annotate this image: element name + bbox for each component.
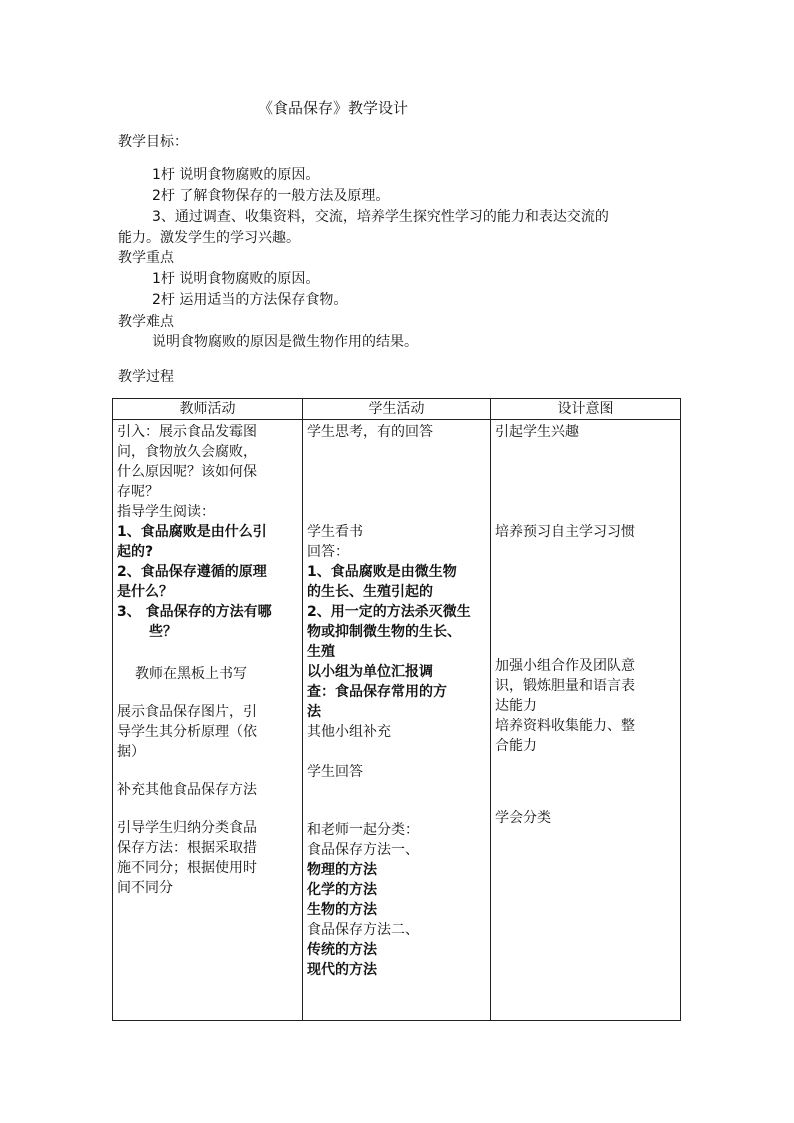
teacher-activity-cell xyxy=(113,420,303,1021)
student-line: 查：食品保存常用的方 xyxy=(307,684,447,700)
teacher-line: 间不同分 xyxy=(117,880,173,896)
table-row xyxy=(113,420,681,1021)
student-line: 化学的方法 xyxy=(307,882,377,898)
student-line: 学生回答 xyxy=(307,764,363,780)
lesson-table xyxy=(112,398,681,1021)
design-intent-cell xyxy=(491,420,681,1021)
teacher-line: 起的? xyxy=(117,544,154,560)
teacher-line: 施不同分；根据使用时 xyxy=(117,860,257,876)
intent-line: 达能力 xyxy=(495,698,537,714)
student-line: 生殖 xyxy=(307,644,335,660)
student-line: 和老师一起分类： xyxy=(307,822,419,838)
student-activity-cell xyxy=(303,420,491,1021)
student-line: 物理的方法 xyxy=(307,862,377,878)
student-line: 生物的方法 xyxy=(307,902,377,918)
objective-item: 1杅 说明食物腐败的原因。 xyxy=(152,167,320,183)
student-line: 的生长、生殖引起的 xyxy=(307,584,433,600)
difficulty-heading: 教学难点 xyxy=(118,314,174,330)
student-line: 回答： xyxy=(307,544,349,560)
student-line: 以小组为单位汇报调 xyxy=(307,664,433,680)
objective-item: 2杅 了解食物保存的一般方法及原理。 xyxy=(152,188,390,204)
student-line: 物或抑制微生物的生长、 xyxy=(307,624,461,640)
header-intent: 设计意图 xyxy=(491,399,681,420)
intent-line: 识，锻炼胆量和语言表 xyxy=(495,678,635,694)
objectives-heading: 教学目标： xyxy=(118,134,188,150)
teacher-line: 展示食品保存图片，引 xyxy=(117,704,257,720)
teacher-line: 指导学生阅读： xyxy=(117,504,215,520)
header-teacher: 教师活动 xyxy=(113,399,303,420)
intent-line: 学会分类 xyxy=(495,810,551,826)
teacher-line: 2、食品保存遵循的原理 xyxy=(117,564,267,580)
student-line: 其他小组补充 xyxy=(307,724,391,740)
intent-line: 合能力 xyxy=(495,738,537,754)
teacher-line: 什么原因呢？该如何保 xyxy=(117,464,257,480)
student-line: 1、食品腐败是由微生物 xyxy=(307,564,457,580)
student-line: 食品保存方法二、 xyxy=(307,922,419,938)
intent-line: 引起学生兴趣 xyxy=(495,424,579,440)
teacher-line: 些？ xyxy=(149,624,177,640)
process-heading: 教学过程 xyxy=(118,369,174,385)
page-title: 《食品保存》教学设计 xyxy=(258,99,409,117)
student-line: 现代的方法 xyxy=(307,962,377,978)
teacher-line: 问，食物放久会腐败， xyxy=(117,444,257,460)
intent-line: 培养预习自主学习习惯 xyxy=(495,524,635,540)
objective-item: 能力。激发学生的学习兴趣。 xyxy=(118,230,300,246)
header-student: 学生活动 xyxy=(303,399,491,420)
teacher-line: 保存方法：根据采取措 xyxy=(117,840,257,856)
teacher-line: 据） xyxy=(117,744,145,760)
student-line: 学生思考，有的回答 xyxy=(307,424,433,440)
intent-line: 培养资料收集能力、整 xyxy=(495,718,635,734)
teacher-line: 存呢？ xyxy=(117,484,159,500)
teacher-line: 3、 食品保存的方法有哪 xyxy=(117,604,272,620)
student-line: 食品保存方法一、 xyxy=(307,842,419,858)
intent-line: 加强小组合作及团队意 xyxy=(495,658,635,674)
teacher-line: 引入：展示食品发霉图 xyxy=(117,424,257,440)
student-line: 2、用一定的方法杀灭微生 xyxy=(307,604,471,620)
teacher-line: 教师在黑板上书写 xyxy=(135,666,247,682)
student-line: 学生看书 xyxy=(307,524,363,540)
difficulty-text: 说明食物腐败的原因是微生物作用的结果。 xyxy=(152,334,418,350)
teacher-line: 1、食品腐败是由什么引 xyxy=(117,524,267,540)
teacher-line: 补充其他食品保存方法 xyxy=(117,782,257,798)
table-header-row xyxy=(113,399,681,420)
teacher-line: 引导学生归纳分类食品 xyxy=(117,820,257,836)
student-line: 传统的方法 xyxy=(307,942,377,958)
teacher-line: 导学生其分析原理（依 xyxy=(117,724,257,740)
keypoints-heading: 教学重点 xyxy=(118,250,174,266)
teacher-line: 是什么？ xyxy=(117,584,173,600)
objective-item: 3、通过调查、收集资料，交流，培养学生探究性学习的能力和表达交流的 xyxy=(152,209,609,225)
student-line: 法 xyxy=(307,704,321,720)
keypoint-item: 2杅 运用适当的方法保存食物。 xyxy=(152,292,348,308)
keypoint-item: 1杅 说明食物腐败的原因。 xyxy=(152,271,320,287)
